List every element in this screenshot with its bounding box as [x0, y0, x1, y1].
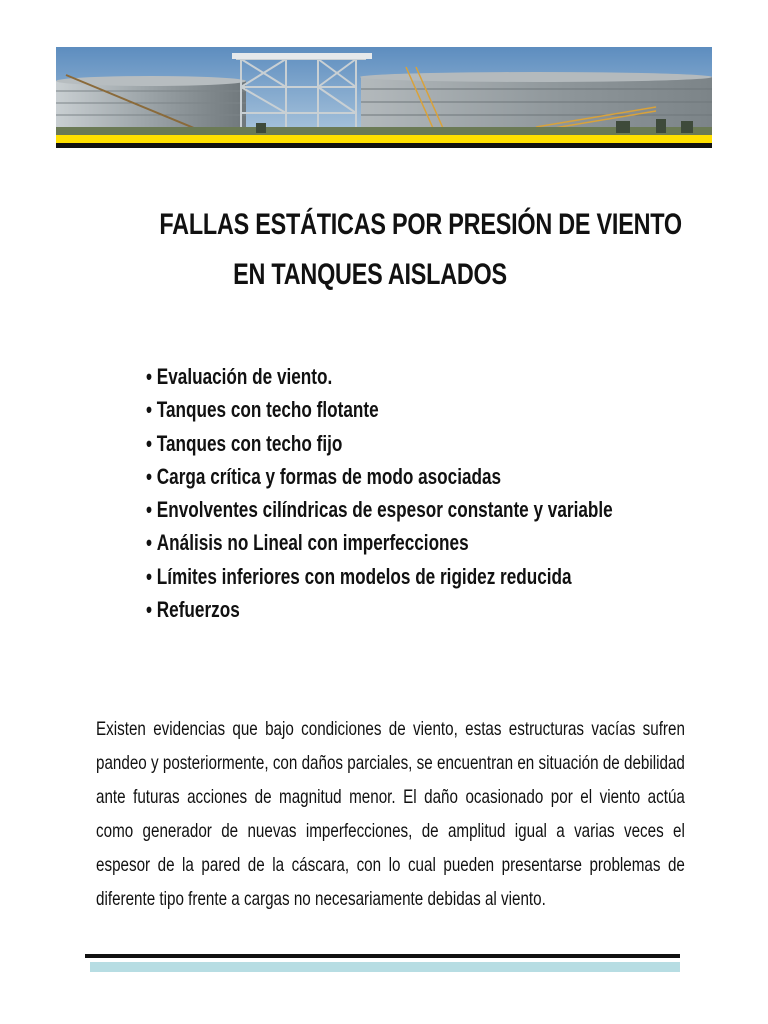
- topic-list: [146, 362, 613, 628]
- header-banner-photo: [56, 47, 712, 135]
- title-line-2: EN TANQUES AISLADOS: [233, 258, 507, 291]
- body-paragraph: Existen evidencias que bajo condiciones de viento, estas estructuras vacías sufren pandeo y posteriormente, con daños parciales, se encuentran en situación de debilidad ante futuras acciones de magnitud menor. El daño ocasionado por el viento actúa como generador de nuevas imperfecciones, de amplitud igual a varias veces el espesor de la pared de la cáscara, con lo cual pueden presentarse problemas de diferente tipo frente a cargas no necesariamente debidas al viento.: [96, 718, 685, 910]
- storage-tanks-image: [56, 47, 712, 135]
- list-item: • Análisis no Lineal con imperfecciones: [146, 528, 583, 561]
- footer-accent-bar: [90, 962, 680, 972]
- list-item: • Tanques con techo flotante: [146, 395, 583, 428]
- list-item: • Refuerzos: [146, 595, 583, 628]
- list-item: • Carga crítica y formas de modo asociadas: [146, 462, 583, 495]
- list-item: • Evaluación de viento.: [146, 362, 583, 395]
- list-item: • Tanques con techo fijo: [146, 429, 583, 462]
- footer-divider: [85, 954, 680, 958]
- list-item: • Límites inferiores con modelos de rigidez reducida: [146, 562, 583, 595]
- title-line-1: FALLAS ESTÁTICAS POR PRESIÓN DE VIENTO: [159, 208, 682, 241]
- banner-yellow-stripe: [56, 135, 712, 143]
- banner-black-stripe: [56, 143, 712, 148]
- list-item: • Envolventes cilíndricas de espesor constante y variable: [146, 495, 583, 528]
- page-title: [159, 200, 682, 300]
